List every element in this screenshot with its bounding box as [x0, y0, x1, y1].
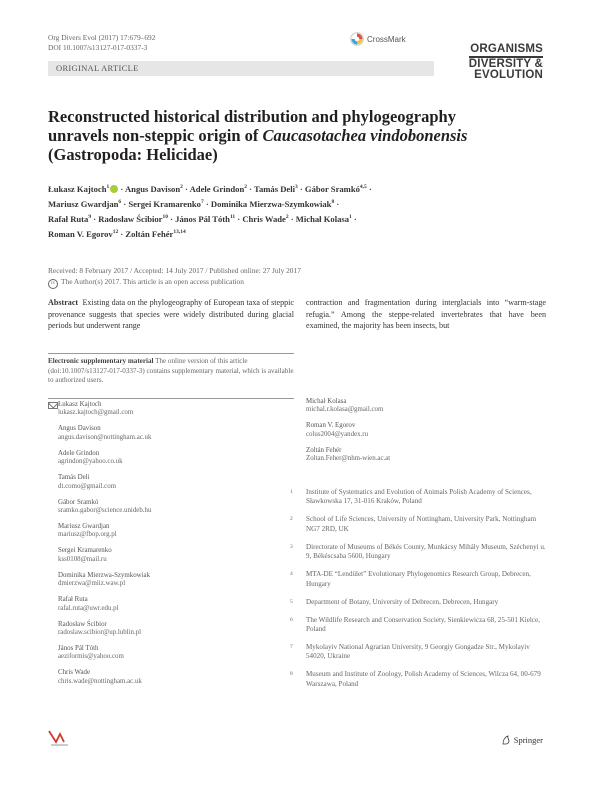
abstract-label: Abstract: [48, 298, 79, 307]
springer-label: Springer: [513, 735, 543, 745]
author-separator: ·: [182, 183, 190, 194]
affiliation-text: The Wildlife Research and Conservation Society, Sienkiewicza 68, 25-501 Kielce, Poland: [306, 615, 540, 634]
abstract-text-1: Existing data on the phylogeography of European taxa of steppic provenance suggests that species were widely distributed during glacial periods but underwent range: [48, 298, 295, 331]
affiliation-text: Directorate of Museums of Békés County, Munkácsy Mihály Museum, Széchenyi u. 9, Békéscsaba 5600, Hungary: [306, 542, 546, 561]
contact-name: Adele Grindon: [58, 449, 100, 457]
author-separator: ·: [118, 183, 125, 194]
author-affiliation-ref: 8: [331, 198, 335, 205]
contact-entry: [306, 447, 546, 464]
crossmark-badge[interactable]: [350, 32, 406, 46]
doi[interactable]: DOI 10.1007/s13127-017-0337-3: [48, 43, 148, 52]
springer-horse-icon: [501, 735, 511, 745]
contact-email[interactable]: colus2004@yandex.ru: [306, 430, 369, 438]
contact-name: Michał Kolasa: [306, 398, 347, 405]
cc-icon: cc: [48, 279, 58, 289]
contact-entry: [58, 523, 294, 540]
contact-name: Zoltán Fehér: [306, 446, 342, 454]
copyright-text: The Author(s) 2017. This article is an open access publication: [61, 276, 244, 286]
author-separator: ·: [351, 213, 357, 224]
contact-email[interactable]: Zoltan.Feher@nhm-wien.ac.at: [306, 455, 391, 463]
affiliation-entry: [290, 570, 546, 589]
history-dates: Received: 8 February 2017 / Accepted: 14 July 2017 / Published online: 27 July 2017: [48, 266, 301, 275]
affiliation-number: 5: [290, 598, 293, 605]
author-separator: ·: [91, 213, 99, 224]
contact-email[interactable]: dmierzwa@miiz.waw.pl: [58, 580, 126, 588]
author-name[interactable]: János Pál Tóth: [175, 213, 230, 224]
author-affiliation-ref: 2: [285, 213, 289, 220]
author-name[interactable]: Chris Wade: [242, 213, 286, 224]
author-name[interactable]: Adele Grindon: [189, 183, 245, 194]
affiliation-number: 1: [290, 489, 293, 495]
species-name: Caucasotachea vindobonensis: [262, 126, 468, 145]
author-separator: ·: [235, 213, 243, 224]
contact-email[interactable]: angus.davison@nottingham.ac.uk: [58, 433, 152, 441]
author-affiliation-ref: 2: [244, 184, 247, 190]
author-name[interactable]: Rafał Ruta: [48, 213, 89, 224]
esm-text[interactable]: The online version of this article (doi:10.1007/s13127-017-0337-3) contains supplementary material, which is available to authorized users.: [48, 357, 294, 384]
contact-entry: [58, 621, 294, 638]
contacts-left: [48, 398, 294, 694]
citation: Org Divers Evol (2017) 17:679–692: [48, 33, 156, 42]
affiliation-entry: [290, 616, 546, 635]
contact-name: Dominika Mierzwa-Szymkowiak: [58, 571, 151, 579]
author-affiliation-ref: 10: [162, 213, 168, 220]
contact-email[interactable]: aeziformis@yahoo.com: [58, 653, 124, 661]
contact-name: Gábor Sramkó: [58, 498, 99, 506]
author-affiliation-ref: 12: [112, 228, 119, 235]
abstract-column-1: [48, 297, 294, 332]
affiliation-text: School of Life Sciences, University of Nottingham, University Park, Nottingham NG7 2RD, UK: [306, 515, 537, 533]
author-separator: ·: [288, 213, 296, 224]
author-affiliation-ref: 7: [200, 198, 204, 205]
contact-name: Radosław Ścibior: [58, 620, 107, 628]
author-separator: ·: [118, 228, 126, 239]
affiliation-entry: [290, 598, 546, 607]
contact-email[interactable]: lukasz.kajtoch@gmail.com: [58, 409, 134, 417]
journal-logo-line-3: EVOLUTION: [474, 68, 543, 81]
article-title: [48, 107, 548, 164]
author-separator: ·: [247, 183, 255, 194]
contact-name: Chris Wade: [58, 669, 91, 677]
supplementary-note: [48, 353, 294, 386]
affiliation-entry: [290, 515, 546, 534]
abstract-text-2: contraction and fragmentation during interglacials into “warm-stage refugia.” Among the steppe-related invertebrates that have been examined, the majority has been insects, but: [306, 298, 546, 331]
contact-entry: [58, 572, 294, 589]
author-affiliation-ref: 6: [118, 198, 122, 205]
author-affiliation-ref: 11: [229, 213, 236, 220]
envelope-icon: [48, 402, 58, 409]
author-affiliation-ref: 2: [180, 184, 183, 190]
esm-label: Electronic supplementary material: [48, 357, 154, 365]
affiliation-number: 6: [290, 616, 293, 623]
author-separator: ·: [334, 198, 340, 209]
crossmark-icon: [350, 32, 364, 46]
contact-name: Tamás Deli: [58, 474, 90, 482]
article-type-banner: ORIGINAL ARTICLE: [48, 61, 434, 76]
contact-email[interactable]: michal.r.kolasa@gmail.com: [306, 406, 384, 414]
author-separator: ·: [168, 213, 176, 224]
title-line-2: unravels non-steppic origin of Caucasotachea vindobonensis: [48, 126, 468, 145]
contact-entry: [58, 596, 294, 613]
author-affiliation-ref: 13,14: [173, 228, 186, 235]
contact-email[interactable]: radoslaw.scibior@up.lublin.pl: [58, 629, 142, 637]
affiliation-number: 8: [290, 671, 293, 678]
author-affiliation-ref: 4,5: [359, 184, 367, 190]
author-name[interactable]: Michał Kolasa: [295, 213, 350, 224]
author-name[interactable]: Zoltán Fehér: [125, 228, 174, 239]
contact-entry: [306, 422, 546, 439]
affiliation-number: 7: [290, 644, 293, 651]
springer-logo: [501, 735, 543, 745]
affiliation-entry: [290, 670, 546, 689]
author-name[interactable]: Mariusz Gwardjan: [48, 198, 119, 209]
author-name[interactable]: Łukasz Kajtoch: [48, 183, 107, 194]
affiliations: [290, 488, 546, 698]
affiliation-text: MTA-DE “Lendület” Evolutionary Phylogenomics Research Group, Debrecen, Hungary: [306, 570, 531, 588]
contact-name: Rafał Ruta: [58, 596, 88, 604]
contact-entry: [58, 669, 294, 686]
contact-entry: [58, 474, 294, 491]
affiliation-text: Mykolayiv National Agrarian University, 9 Georgiy Gongadze Str., Mykolayiv 54020, Ukraine: [306, 643, 530, 661]
journal-logo: [469, 44, 543, 81]
contact-name: Sergei Kramarenko: [58, 547, 112, 555]
author-name[interactable]: Angus Davison: [124, 183, 181, 194]
affiliation-entry: [290, 543, 546, 562]
contact-email[interactable]: agrindon@yahoo.co.uk: [58, 458, 123, 466]
author-name[interactable]: Radosław Ścibior: [98, 213, 163, 224]
contact-name: Łukasz Kajtoch: [58, 401, 102, 408]
title-line-3: (Gastropoda: Helicidae): [48, 145, 218, 164]
author-affiliation-ref: 1: [349, 213, 352, 220]
copyright-line: [48, 277, 301, 289]
affiliation-entry: [290, 643, 546, 662]
contact-email[interactable]: rafal.ruta@uwr.edu.pl: [58, 604, 119, 612]
contact-email[interactable]: chris.wade@nottingham.ac.uk: [58, 677, 142, 685]
author-name[interactable]: Tamás Deli: [254, 183, 295, 194]
contact-email[interactable]: kss0108@mail.ru: [58, 555, 107, 563]
contact-email[interactable]: dt.como@gmail.com: [58, 482, 117, 490]
author-name[interactable]: Roman V. Egorov: [48, 228, 113, 239]
journal-logo-line-2: DIVERSITY &: [468, 57, 543, 70]
affiliation-number: 4: [290, 571, 293, 578]
abstract-column-2: [306, 297, 546, 332]
contact-email[interactable]: sramko.gabor@science.unideb.hu: [58, 507, 152, 515]
author-name[interactable]: Gábor Sramkó: [304, 183, 360, 194]
contact-entry: [58, 425, 294, 442]
affiliation-entry: [290, 488, 546, 507]
contact-entry: [58, 645, 294, 662]
contact-entry: [58, 499, 294, 516]
author-affiliation-ref: 3: [295, 184, 298, 190]
affiliation-text: Museum and Institute of Zoology, Polish Academy of Sciences, Wilcza 64, 00-679 Warszawa, Poland: [306, 670, 541, 688]
contact-entry: [58, 401, 294, 418]
affiliation-number: 3: [290, 543, 293, 550]
contact-entry: [306, 398, 546, 415]
contact-entry: [58, 547, 294, 564]
affiliation-text: Department of Botany, University of Debrecen, Debrecen, Hungary: [306, 597, 499, 606]
title-line-1: Reconstructed historical distribution and phylogeography: [48, 107, 456, 126]
author-affiliation-ref: 9: [88, 213, 92, 220]
publisher-mark-icon: [48, 729, 70, 747]
author-affiliation-ref: 1: [106, 184, 110, 190]
author-name[interactable]: Dominika Mierzwa-Szymkowiak: [210, 198, 332, 209]
contact-name: Roman V. Egorov: [306, 422, 356, 430]
affiliation-text: Institute of Systematics and Evolution of Animals Polish Academy of Sciences, Sławkowska 17, 31-016 Kraków, Poland: [306, 488, 532, 506]
author-separator: ·: [121, 198, 129, 209]
author-separator: ·: [366, 183, 372, 194]
contact-name: Mariusz Gwardjan: [58, 523, 110, 531]
contact-name: János Pál Tóth: [58, 645, 99, 653]
author-name[interactable]: Sergei Kramarenko: [128, 198, 201, 209]
journal-logo-line-1: ORGANISMS: [470, 43, 543, 55]
author-list: [48, 181, 548, 240]
contact-email[interactable]: mariusz@fbop.org.pl: [58, 531, 117, 539]
affiliation-number: 2: [290, 516, 293, 523]
contacts-right: [306, 398, 546, 471]
crossmark-label: CrossMark: [367, 34, 406, 44]
author-separator: ·: [297, 183, 305, 194]
contact-entry: [58, 450, 294, 467]
author-separator: ·: [203, 198, 211, 209]
contact-name: Angus Davison: [58, 425, 101, 433]
publication-dates: [48, 266, 301, 289]
